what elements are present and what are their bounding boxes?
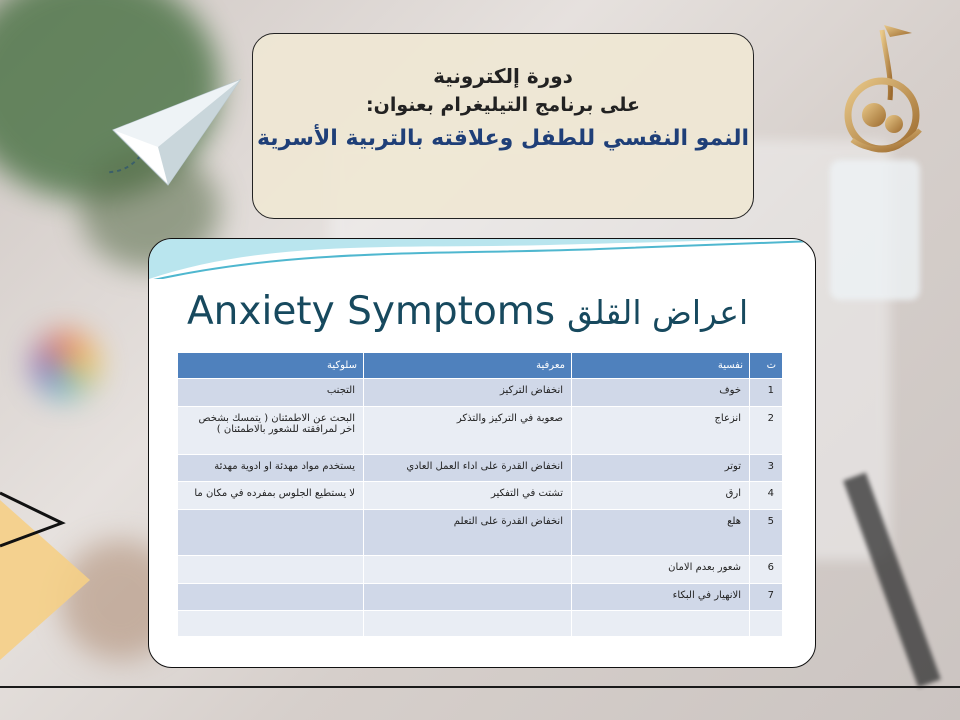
cell-behavioral: لا يستطيع الجلوس بمفرده في مكان ما [178, 482, 364, 510]
slide-title-english: Anxiety Symptoms [187, 289, 556, 334]
header-line-course: دورة إلكترونية [433, 64, 573, 88]
color-wheel-blur [30, 330, 100, 400]
cell-behavioral [178, 584, 364, 611]
cell-number: 4 [750, 482, 783, 510]
phone-blur [830, 160, 920, 300]
table-row [178, 455, 783, 482]
cell-psychological: انزعاج [572, 407, 750, 455]
slide-title-arabic: اعراض القلق [567, 293, 749, 332]
symptoms-table [177, 352, 783, 637]
cell-cognitive [364, 584, 572, 611]
cell-cognitive [364, 556, 572, 584]
course-logo-icon [832, 20, 932, 160]
cell-behavioral: البحث عن الاطمئنان ( يتمسك بشخص اخر لمرافقته للشعور بالاطمئنان ) [178, 407, 364, 455]
cell-number: 5 [750, 510, 783, 556]
table-row [178, 556, 783, 584]
header-line-title: النمو النفسي للطفل وعلاقته بالتربية الأسرية [256, 126, 750, 151]
triangle-outline-decoration [0, 488, 70, 548]
cell-behavioral: يستخدم مواد مهدئة او ادوية مهدئة [178, 455, 364, 482]
telegram-plane-icon [108, 75, 248, 195]
cell-psychological: الانهيار في البكاء [572, 584, 750, 611]
cell-cognitive: انخفاض القدرة على اداء العمل العادي [364, 455, 572, 482]
cell-behavioral [178, 510, 364, 556]
cell-psychological [572, 611, 750, 637]
table-header-row [178, 353, 783, 379]
pen-blur [843, 473, 941, 688]
slide-card [148, 238, 816, 668]
cell-number: 1 [750, 379, 783, 407]
cell-psychological: توتر [572, 455, 750, 482]
course-header-card [252, 33, 754, 219]
slide-wave-decoration [149, 239, 815, 279]
cell-behavioral: التجنب [178, 379, 364, 407]
cell-cognitive [364, 611, 572, 637]
header-behavioral: سلوكية [178, 353, 364, 379]
table-row [178, 482, 783, 510]
cell-psychological: خوف [572, 379, 750, 407]
table-row [178, 510, 783, 556]
cell-psychological: هلع [572, 510, 750, 556]
table-row [178, 584, 783, 611]
table-row [178, 407, 783, 455]
cell-cognitive: انخفاض القدرة على التعلم [364, 510, 572, 556]
cell-behavioral [178, 556, 364, 584]
cell-number: 3 [750, 455, 783, 482]
cell-number: 6 [750, 556, 783, 584]
cell-psychological: ارق [572, 482, 750, 510]
bottom-divider [0, 686, 960, 688]
cell-cognitive: تشتت في التفكير [364, 482, 572, 510]
table-row [178, 611, 783, 637]
cell-psychological: شعور بعدم الامان [572, 556, 750, 584]
header-number: ت [750, 353, 783, 379]
slide-title [187, 289, 787, 334]
cell-number: 7 [750, 584, 783, 611]
header-psychological: نفسية [572, 353, 750, 379]
cell-number: 2 [750, 407, 783, 455]
header-cognitive: معرفية [364, 353, 572, 379]
cell-number [750, 611, 783, 637]
cell-cognitive: انخفاض التركيز [364, 379, 572, 407]
cell-cognitive: صعوبة في التركيز والتذكر [364, 407, 572, 455]
table-row [178, 379, 783, 407]
cell-behavioral [178, 611, 364, 637]
header-line-program: على برنامج التيليغرام بعنوان: [366, 94, 640, 116]
